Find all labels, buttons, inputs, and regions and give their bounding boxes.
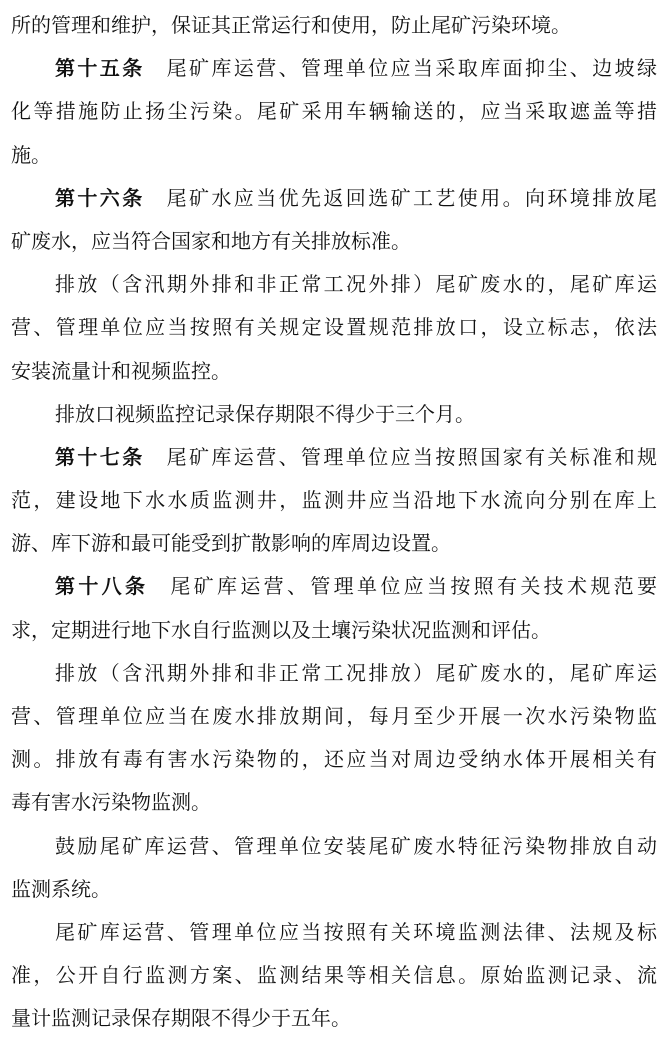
text-line: [11, 220, 657, 263]
article-paragraph: [11, 177, 657, 263]
line-text: 鼓励尾矿库运营、管理单位安装尾矿废水特征污染物排放自动: [55, 833, 657, 858]
paragraph: [11, 652, 657, 825]
text-line: [11, 997, 657, 1040]
line-text: 化等措施防止扬尘污染。尾矿采用车辆输送的，应当采取遮盖等措: [11, 99, 657, 124]
line-text: 准，公开自行监测方案、监测结果等相关信息。原始监测记录、流: [11, 963, 657, 988]
line-text: 毒有害水污染物监测。: [11, 790, 211, 815]
line-text: 监测系统。: [11, 876, 111, 901]
line-text: 尾矿库运营、管理单位应当按照国家有关标准和规: [166, 444, 657, 469]
line-text: 排放（含汛期外排和非正常工况外排）尾矿废水的，尾矿库运: [55, 272, 657, 297]
text-line: [11, 350, 657, 393]
article-number: 第十五条: [55, 56, 145, 81]
text-line: [11, 479, 657, 522]
text-line: [11, 781, 657, 824]
line-text: 矿废水，应当符合国家和地方有关排放标准。: [11, 228, 411, 253]
line-text: 营、管理单位应当按照有关规定设置规范排放口，设立标志，依法: [11, 315, 657, 340]
text-line: [11, 90, 657, 133]
text-line: [11, 825, 657, 868]
paragraph: [11, 263, 657, 393]
paragraph: [11, 825, 657, 911]
text-line: [11, 393, 657, 436]
paragraph: [11, 911, 657, 1041]
line-text: 游、库下游和最可能受到扩散影响的库周边设置。: [11, 531, 451, 556]
line-text: 安装流量计和视频监控。: [11, 358, 231, 383]
text-line: [11, 868, 657, 911]
article-paragraph: [11, 436, 657, 566]
line-text: 尾矿库运营、管理单位应当按照有关技术规范要: [170, 574, 657, 599]
text-line: [11, 263, 657, 306]
text-line: [11, 177, 657, 220]
line-text: 范，建设地下水水质监测井，监测井应当沿地下水流向分别在库上: [11, 488, 657, 513]
text-line: [11, 4, 657, 47]
paragraph: [11, 4, 657, 47]
text-line: [11, 652, 657, 695]
text-line: [11, 695, 657, 738]
text-line: [11, 565, 657, 608]
text-line: [11, 954, 657, 997]
text-line: [11, 306, 657, 349]
line-text: 量计监测记录保存期限不得少于五年。: [11, 1006, 351, 1031]
article-number: 第十八条: [55, 574, 149, 599]
line-text: 排放（含汛期外排和非正常工况排放）尾矿废水的，尾矿库运: [55, 660, 657, 685]
text-line: [11, 134, 657, 177]
line-text: 测。排放有毒有害水污染物的，还应当对周边受纳水体开展相关有: [11, 747, 657, 772]
text-line: [11, 436, 657, 479]
line-text: 尾矿水应当优先返回选矿工艺使用。向环境排放尾: [166, 185, 657, 210]
line-text: 排放口视频监控记录保存期限不得少于三个月。: [55, 401, 475, 426]
line-text: 求，定期进行地下水自行监测以及土壤污染状况监测和评估。: [11, 617, 551, 642]
text-line: [11, 738, 657, 781]
article-number: 第十七条: [55, 444, 145, 469]
line-text: 营、管理单位应当在废水排放期间，每月至少开展一次水污染物监: [11, 704, 657, 728]
paragraph: [11, 393, 657, 436]
article-paragraph: [11, 47, 657, 177]
line-text: 所的管理和维护，保证其正常运行和使用，防止尾矿污染环境。: [11, 13, 571, 37]
article-number: 第十六条: [55, 185, 145, 210]
line-text: 施。: [11, 142, 51, 167]
line-text: 尾矿库运营、管理单位应当采取库面抑尘、边坡绿: [166, 56, 657, 81]
text-line: [11, 911, 657, 954]
document-body: [11, 4, 657, 1041]
text-line: [11, 609, 657, 652]
text-line: [11, 47, 657, 90]
article-paragraph: [11, 565, 657, 651]
line-text: 尾矿库运营、管理单位应当按照有关环境监测法律、法规及标: [55, 919, 657, 944]
text-line: [11, 522, 657, 565]
